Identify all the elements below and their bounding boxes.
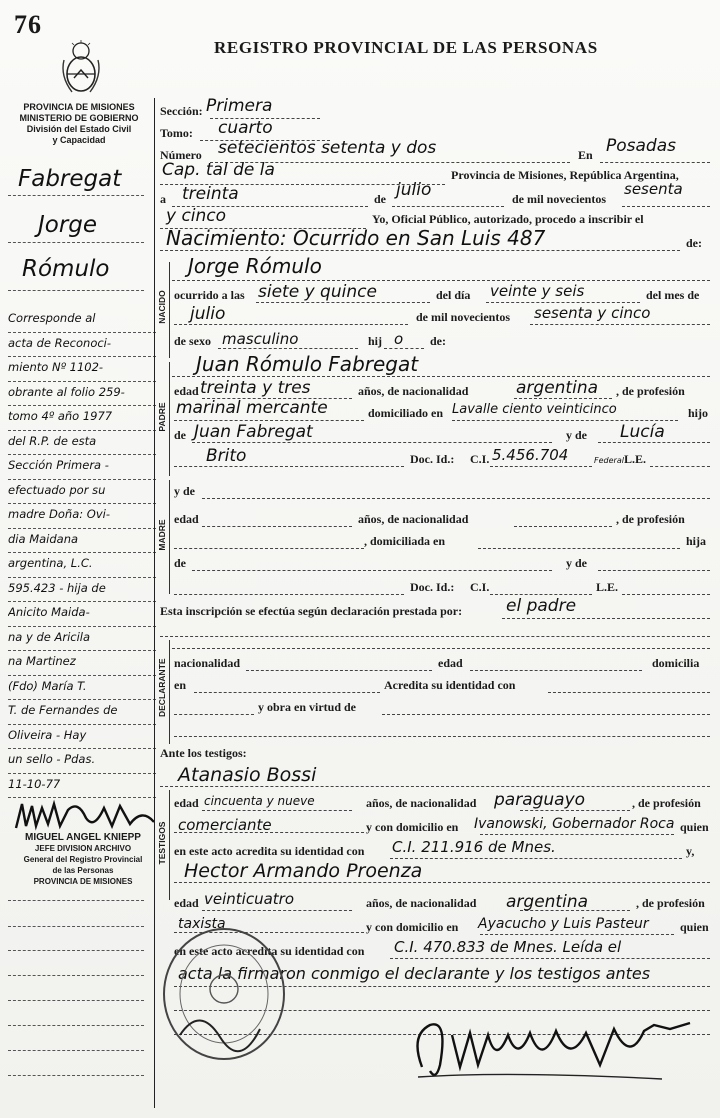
hora-value: siete y quince (258, 282, 377, 302)
t1-nac: paraguayo (494, 790, 586, 810)
decl-domicilia-label: domicilia (652, 656, 700, 670)
padre-prof: marinal mercante (176, 398, 328, 418)
yo-label: Yo, Oficial Público, autorizado, procedo a inscribir el (372, 212, 644, 226)
field-line (390, 958, 710, 959)
t1-y-label: y, (686, 844, 695, 858)
field-line (174, 466, 404, 467)
section-madre: MADRE (154, 480, 170, 594)
padre-prof-label: , de profesión (616, 384, 685, 398)
t2-ci: C.I. 470.833 de Mnes. Leída el (394, 938, 622, 956)
testigos-label: Ante los testigos: (160, 746, 247, 760)
dia-value: treinta (182, 184, 239, 204)
padre-edad: treinta y tres (200, 378, 311, 398)
field-line (478, 548, 680, 549)
margin-rule (8, 1025, 144, 1026)
padre-doc-label: Doc. Id.: (410, 452, 455, 466)
margin-annotation-line: del R.P. de esta (8, 431, 156, 456)
numero-value: setecientos setenta y dos (218, 138, 437, 158)
margin-rule (8, 1050, 144, 1051)
official-signature (8, 796, 158, 836)
field-line (160, 786, 710, 787)
margin-annotation-line: un sello - Pdas. (8, 749, 156, 774)
field-line (174, 736, 710, 737)
padre-dom: Lavalle ciento veinticinco (452, 402, 617, 417)
field-line (470, 670, 642, 671)
field-line (382, 714, 710, 715)
field-line (480, 934, 674, 935)
padre-ci: 5.456.704 (492, 446, 569, 464)
seccion-value: Primera (206, 96, 273, 116)
t2-edad: veinticuatro (204, 890, 294, 908)
margin-rule (8, 926, 144, 927)
anio-cont: y cinco (166, 206, 227, 226)
testigo1-nombre: Atanasio Bossi (178, 764, 317, 786)
declaracion-label: Esta inscripción se efectúa según declaración prestada por: (160, 604, 463, 618)
field-line (598, 442, 710, 443)
t1-acredita-label: en este acto acredita su identidad con (174, 844, 365, 858)
field-line (490, 594, 592, 595)
margin-annotation-line: (Fdo) María T. (8, 676, 156, 701)
abuela-value: Lucía (620, 422, 665, 442)
field-line (530, 324, 710, 325)
mes-value: julio (396, 180, 432, 200)
official-name-block: MIGUEL ANGEL KNIEPP JEFE DIVISION ARCHIVO General del Registro Provincial de las Personas PROVINCIA DE MISIONES (23, 832, 143, 886)
margin-annotation-line: tomo 4º año 1977 (8, 406, 156, 431)
tomo-value: cuarto (218, 118, 273, 138)
ocurrido-label: ocurrido a las (174, 288, 245, 302)
hijo-value: o (394, 330, 404, 348)
margin-annotation-line: obrante al folio 259- (8, 382, 156, 407)
field-line (172, 376, 710, 377)
field-line (174, 324, 408, 325)
field-line (486, 302, 640, 303)
t2-quien-label: quien (680, 920, 709, 934)
padre-ci-note: Federal (594, 456, 624, 465)
field-line (384, 348, 424, 349)
sexo-label: de sexo (174, 334, 211, 348)
cierre-value: acta la firmaron conmigo el declarante y los testigos antes (178, 964, 651, 983)
margin-annotation-line: 11-10-77 (8, 774, 156, 799)
t1-nac-label: años, de nacionalidad (366, 796, 477, 810)
field-line (202, 810, 352, 811)
margin-rule (8, 900, 144, 901)
madre-le-label: L.E. (596, 580, 619, 594)
margin-annotation-line: na y de Aricila (8, 627, 156, 652)
t1-prof: comerciante (178, 816, 272, 834)
margin-annotation-line: Anicito Maida- (8, 602, 156, 627)
field-line (218, 348, 358, 349)
t2-edad-label: edad (174, 896, 199, 910)
margin-given-name-2: Rómulo (22, 256, 110, 282)
margin-rule (8, 290, 144, 291)
document-title: REGISTRO PROVINCIAL DE LAS PERSONAS (214, 38, 598, 57)
t1-quien-label: quien (680, 820, 709, 834)
testigo2-nombre: Hector Armando Proenza (184, 860, 423, 882)
padre-dom-label: domiciliado en (368, 406, 444, 420)
padre-nombre: Juan Rómulo Fabregat (196, 352, 419, 376)
nacido-nombre: Jorge Rómulo (188, 254, 322, 278)
madre-nac-label: años, de nacionalidad (358, 512, 469, 526)
abuelo-value: Juan Fabregat (194, 422, 313, 442)
t2-dom: Ayacucho y Luis Pasteur (478, 916, 649, 932)
margin-annotation-line: efectuado por su (8, 480, 156, 505)
field-line (174, 594, 404, 595)
margin-rule (8, 242, 144, 243)
field-line (172, 648, 710, 649)
field-line (622, 594, 710, 595)
margin-annotation (8, 308, 156, 798)
margin-rule (8, 950, 144, 951)
field-line (202, 498, 710, 499)
margin-rule (8, 975, 144, 976)
t2-dom-label: y con domicilio en (366, 920, 459, 934)
anio-nac-value: sesenta y cinco (534, 304, 651, 322)
field-line (392, 206, 504, 207)
field-line (160, 636, 710, 637)
field-line (172, 280, 710, 281)
padre-nac: argentina (516, 378, 599, 398)
field-line (202, 526, 352, 527)
field-line (548, 692, 710, 693)
t2-prof: taxista (178, 916, 226, 932)
field-line (174, 714, 254, 715)
padre-hijo-label: hijo (688, 406, 709, 420)
a-label: a (160, 192, 166, 206)
field-line (160, 250, 680, 251)
t2-prof-label: , de profesión (636, 896, 705, 910)
section-nacido: NACIDO (154, 262, 170, 358)
madre-doc-label: Doc. Id.: (410, 580, 455, 594)
field-line (514, 526, 612, 527)
margin-annotation-line: acta de Reconoci- (8, 333, 156, 358)
decl-edad-label: edad (438, 656, 463, 670)
field-line (480, 834, 674, 835)
mil-label: de mil novecientos (512, 192, 606, 206)
abuela-cont: Brito (206, 446, 247, 466)
hijo-label: hij (368, 334, 383, 348)
field-line (174, 420, 364, 421)
dia-nac-value: veinte y seis (490, 282, 585, 300)
margin-given-name-1: Jorge (38, 212, 98, 238)
field-line (490, 466, 592, 467)
column-divider (154, 98, 155, 1108)
officer-signature (400, 1005, 700, 1085)
field-line (622, 206, 710, 207)
ciudad-value: Posadas (606, 136, 676, 156)
field-line (452, 420, 678, 421)
field-line (650, 466, 710, 467)
decl-obra-label: y obra en virtud de (258, 700, 357, 714)
field-line (192, 570, 552, 571)
field-line (194, 692, 380, 693)
margin-annotation-line: Oliveira - Hay (8, 725, 156, 750)
madre-y-de2-label: y de (566, 556, 587, 570)
margin-surname: Fabregat (18, 166, 122, 192)
registry-stamp (160, 925, 288, 1063)
field-line (502, 618, 710, 619)
y-de-label: y de (566, 428, 587, 442)
t2-nac: argentina (506, 892, 589, 912)
margin-annotation-line: Sección Primera - (8, 455, 156, 480)
margin-annotation-line: miento Nº 1102- (8, 357, 156, 382)
decl-acredita-label: Acredita su identidad con (384, 678, 516, 692)
margin-annotation-line: dia Maidana (8, 529, 156, 554)
page-number: 76 (14, 10, 42, 39)
margin-annotation-line: na Martinez (8, 651, 156, 676)
field-line (174, 548, 364, 549)
mil2-label: de mil novecientos (416, 310, 510, 324)
margin-rule (8, 195, 144, 196)
margin-annotation-line: madre Doña: Ovi- (8, 504, 156, 529)
margin-annotation-line: T. de Fernandes de (8, 700, 156, 725)
inscripcion-value: Nacimiento: Ocurrido en San Luis 487 (166, 226, 546, 250)
provincia-label: Provincia de Misiones, República Argentina, (451, 168, 679, 182)
t1-prof-label: , de profesión (632, 796, 701, 810)
madre-y-de-label: y de (174, 484, 195, 498)
field-line (520, 810, 630, 811)
section-padre: PADRE (154, 362, 170, 476)
section-testigos: TESTIGOS (154, 790, 170, 900)
margin-annotation-line: 595.423 - hija de (8, 578, 156, 603)
t2-acredita-label: en este acto acredita su identidad con (174, 944, 365, 958)
field-line (600, 162, 710, 163)
field-line (192, 442, 552, 443)
madre-edad-label: edad (174, 512, 199, 526)
sexo-value: masculino (222, 330, 299, 348)
issuing-authority: PROVINCIA DE MISIONES MINISTERIO DE GOBIERNO División del Estado Civil y Capacidad (19, 102, 139, 145)
anio-value: sesenta (624, 180, 683, 198)
en-label: En (578, 148, 593, 162)
de-label: de (374, 192, 386, 206)
t1-dom-label: y con domicilio en (366, 820, 459, 834)
padre-ci-label: C.I. (470, 452, 490, 466)
de2-label: de (174, 428, 186, 442)
mes-nac-value: julio (190, 304, 226, 324)
madre-hija-label: hija (686, 534, 707, 548)
field-line (514, 398, 612, 399)
t1-dom: Ivanowski, Gobernador Roca (474, 816, 675, 832)
decl-nac-label: nacionalidad (174, 656, 241, 670)
padre-le-label: L.E. (624, 452, 647, 466)
margin-annotation-line: Corresponde al (8, 308, 156, 333)
margin-rule (8, 1075, 144, 1076)
t1-edad-label: edad (174, 796, 199, 810)
de-colon-label: de: (686, 236, 702, 250)
field-line (246, 670, 432, 671)
t1-edad: cincuenta y nueve (204, 794, 315, 808)
t2-nac-label: años, de nacionalidad (366, 896, 477, 910)
madre-dom-label: , domiciliada en (364, 534, 446, 548)
field-line (256, 302, 430, 303)
coat-of-arms-icon (58, 40, 104, 98)
declarante-value: el padre (506, 596, 577, 616)
padre-edad-label: edad (174, 384, 199, 398)
ciudad-cont: Cap. tal de la (162, 160, 275, 180)
padre-nac-label: años, de nacionalidad (358, 384, 469, 398)
tomo-label: Tomo: (160, 126, 193, 140)
margin-rule (8, 1000, 144, 1001)
decl-en-label: en (174, 678, 186, 692)
field-line (174, 882, 710, 883)
madre-prof-label: , de profesión (616, 512, 685, 526)
margin-annotation-line: argentina, L.C. (8, 553, 156, 578)
de-colon-label-2: de: (430, 334, 446, 348)
numero-label: Número (160, 148, 202, 162)
del-dia-label: del día (436, 288, 471, 302)
field-line (598, 570, 710, 571)
field-line (390, 858, 682, 859)
field-line (202, 910, 352, 911)
seccion-label: Sección: (160, 104, 203, 118)
t1-ci: C.I. 211.916 de Mnes. (392, 838, 556, 856)
section-declarante: DECLARANTE (154, 640, 170, 744)
mes-label: del mes de (646, 288, 700, 302)
madre-ci-label: C.I. (470, 580, 490, 594)
madre-de-label: de (174, 556, 186, 570)
